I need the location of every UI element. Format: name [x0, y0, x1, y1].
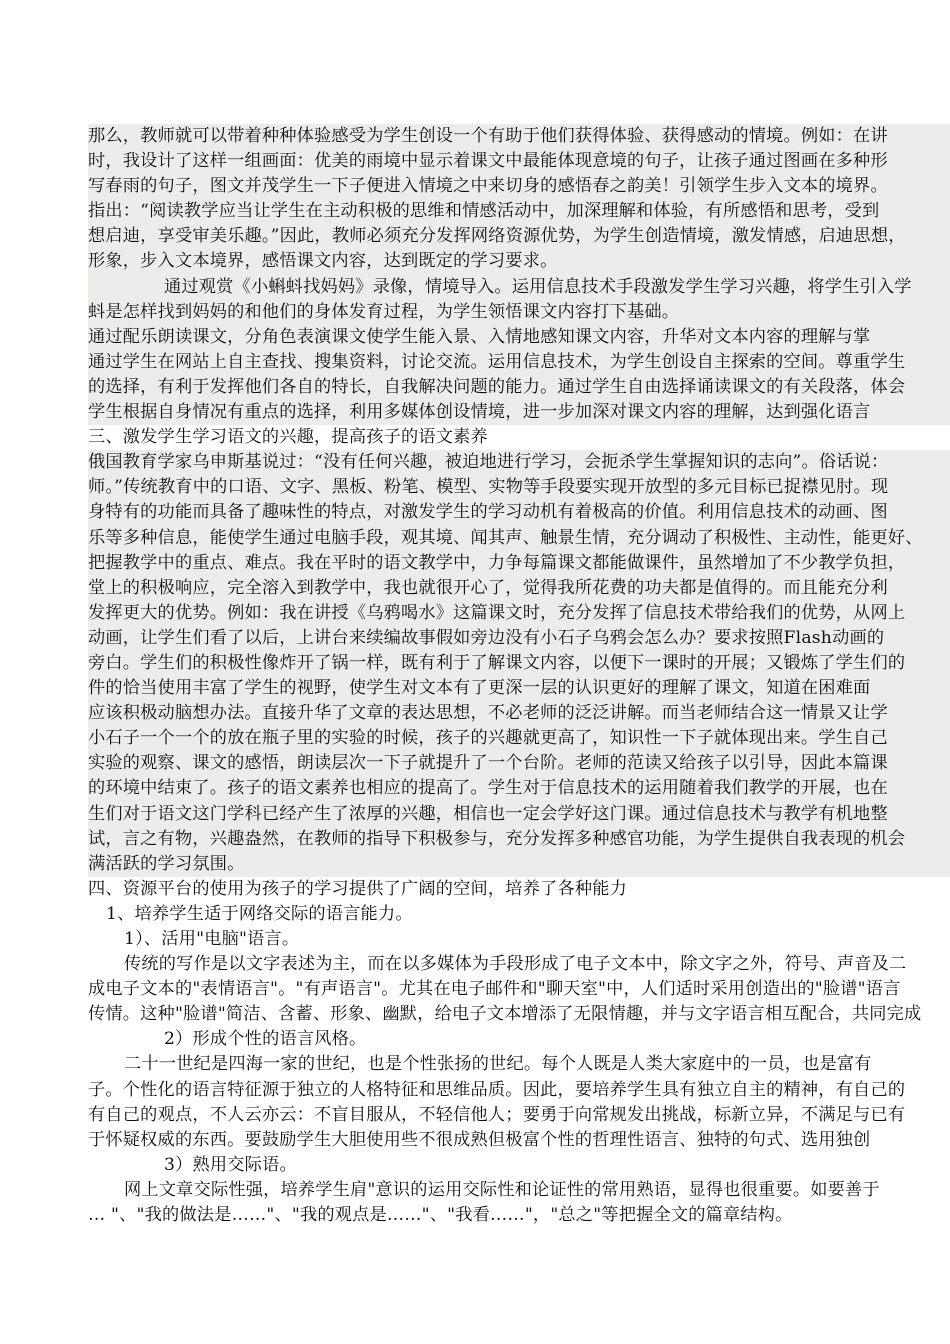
text-line: 2）形成个性的语言风格。 [164, 1029, 367, 1050]
text-line: 师。”传统教育中的口语、文字、黑板、粉笔、模型、实物等手段要实现开放型的多元目标已捉襟见肘。现 [88, 475, 950, 500]
text-line: 蚪是怎样找到妈妈的和他们的身体发育过程，为学生领悟课文内容打下基础。 [88, 300, 950, 325]
text-line: 发挥更大的优势。例如：我在讲授《乌鸦喝水》这篇课文时，充分发挥了信息技术带给我们的优势，从网上 [88, 601, 950, 626]
text-line: 小石子一个一个的放在瓶子里的实验的时候，孩子的兴趣就更高了，知识性一下子就体现出来。学生自己 [88, 726, 950, 751]
text-line: 身特有的功能而具备了趣味性的特点，对激发学生的学习动机有着极高的价值。利用信息技术的动画、图 [88, 500, 950, 525]
text-line: 试，言之有物，兴趣盎然，在教师的指导下积极参与，充分发挥多种感官功能，为学生提供自我表现的机会 [88, 827, 950, 852]
text-line: 1）、活用"电脑"语言。 [124, 929, 300, 949]
text-line: 俄国教育学家乌申斯基说过：“没有任何兴趣，被迫地进行学习，会扼杀学生掌握知识的志向”。俗话说： [88, 450, 950, 475]
text-line: 学生根据自身情况有重点的选择，利用多媒体创设情境，进一步加深对课文内容的理解，达到强化语言 [88, 400, 950, 425]
text-line: 实验的观察、课文的感悟，朗读层次一下子就提升了一个台阶。老师的范读又给孩子以引导，因此本篇课 [88, 751, 950, 776]
text-line: 通过配乐朗读课文，分角色表演课文使学生能入景、入情地感知课文内容，升华对文本内容的理解与掌 [88, 325, 950, 350]
text-line: … "、"我的做法是……"、"我的观点是……"、"我看……"，"总之"等把握全文的篇章结构。 [88, 1205, 793, 1226]
text-line: 形象，步入文本境界，感悟课文内容，达到既定的学习要求。 [88, 249, 950, 274]
text-line: 旁白。学生们的积极性像炸开了锅一样，既有利于了解课文内容，以便下一课时的开展；又锻炼了学生们的 [88, 651, 950, 676]
text-line: 通过学生在网站上自主查找、搜集资料，讨论交流。运用信息技术，为学生创设自主探索的空间。尊重学生 [88, 350, 950, 375]
text-line: 1、培养学生适于网络交际的语言能力。 [106, 903, 413, 924]
text-line: 二十一世纪是四海一家的世纪，也是个性张扬的世纪。每个人既是人类大家庭中的一员，也是富有 [124, 1054, 872, 1075]
text-line: 件的恰当使用丰富了学生的视野，使学生对文本有了更深一层的认识更好的理解了课文，知道在困难面 [88, 676, 950, 701]
text-line: 时，我设计了这样一组画面：优美的雨境中显示着课文中最能体现意境的句子，让孩子通过图画在多种形 [88, 149, 950, 174]
text-line: 子。个性化的语言特征源于独立的人格特征和思维品质。因此，要培养学生具有独立自主的精神，有自己的 [88, 1079, 906, 1100]
text-line: 写春雨的句子，图文并茂学生一下子便进入情境之中来切身的感悟春之韵美！引领学生步入文本的境界。 [88, 174, 950, 199]
text-line: 网上文章交际性强，培养学生肩"意识的运用交际性和论证性的常用熟语，显得也很重要。如要善于 [124, 1179, 880, 1200]
text-line: 动画，让学生们看了以后，上讲台来续编故事假如旁边没有小石子乌鸦会怎么办？要求按照Flash动画的 [88, 626, 950, 651]
text-line: 有自己的观点，不人云亦云：不盲目服从，不轻信他人；要勇于向常规发出挑战，标新立异，不满足与已有 [88, 1104, 906, 1125]
text-line: 四、资源平台的使用为孩子的学习提供了广阔的空间，培养了各种能力 [88, 878, 628, 899]
text-line: 传统的写作是以文字表述为主，而在以多媒体为手段形成了电子文本中，除文字之外，符号、声音及二 [124, 954, 907, 975]
text-line: 的环境中结束了。孩子的语文素养也相应的提高了。学生对于信息技术的运用随着我们教学的开展，也在 [88, 776, 950, 801]
text-line: 乐等多种信息，能使学生通过电脑手段，观其境、闻其声、触景生情，充分调动了积极性、主动性，能更好、 [88, 526, 950, 551]
text-line: 的选择，有利于发挥他们各自的特长，自我解决问题的能力。通过学生自由选择诵读课文的有关段落，体会 [88, 375, 950, 400]
document-body [88, 124, 950, 1228]
text-line: 通过观赏《小蝌蚪找妈妈》录像，情境导入。运用信息技术手段激发学生学习兴趣，将学生引入学 [88, 275, 950, 300]
text-line: 满活跃的学习氛围。 [88, 852, 950, 877]
text-line: 于怀疑权威的东西。要鼓励学生大胆使用些不很成熟但极富个性的哲理性语言、独特的句式、选用独创 [88, 1129, 871, 1150]
text-line: 3）熟用交际语。 [164, 1154, 297, 1175]
text-line: 生们对于语文这门学科已经产生了浓厚的兴趣，相信也一定会学好这门课。通过信息技术与教学有机地整 [88, 802, 950, 827]
text-line: 三、激发学生学习语文的兴趣，提高孩子的语文素养 [88, 427, 488, 448]
text-line: 应该积极动脑想办法。直接升华了文章的表达思想，不必老师的泛泛讲解。而当老师结合这一情景又让学 [88, 701, 950, 726]
text-line: 指出：“阅读教学应当让学生在主动积极的思维和情感活动中，加深理解和体验，有所感悟和思考，受到 [88, 199, 950, 224]
text-line: 把握教学中的重点、难点。我在平时的语文教学中，力争每篇课文都能做课件，虽然增加了不少教学负担， [88, 551, 950, 576]
text-line: 传情。这种"脸谱"简洁、含蓄、形象、幽默，给电子文本增添了无限情趣，并与文字语言相互配合，共同完成 [88, 1004, 922, 1025]
text-line: 那么，教师就可以带着种种体验感受为学生创设一个有助于他们获得体验、获得感动的情境。例如：在讲 [88, 124, 950, 149]
text-line: 成电子文本的"表情语言"。"有声语言"。尤其在电子邮件和"聊天室"中，人们适时采用创造出的"脸谱"语言 [88, 979, 901, 1000]
text-line: 想启迪，享受审美乐趣。”因此，教师必须充分发挥网络资源优势，为学生创造情境，激发情感，启迪思想， [88, 224, 950, 249]
text-line: 堂上的积极响应，完全溶入到教学中，我也就很开心了，觉得我所花费的功夫都是值得的。而且能充分利 [88, 576, 950, 601]
